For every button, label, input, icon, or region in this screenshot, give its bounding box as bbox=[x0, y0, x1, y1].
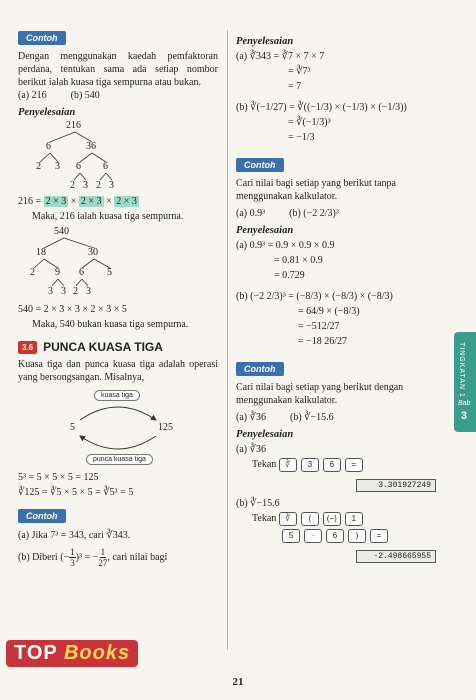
tree-node: 6 bbox=[76, 161, 81, 172]
tree-node: 36 bbox=[86, 141, 96, 152]
value-right: 125 bbox=[158, 422, 173, 433]
negative-key: (−) bbox=[323, 512, 341, 526]
value-left: 5 bbox=[70, 422, 75, 433]
label-punca-kuasa-tiga: punca kuasa tiga bbox=[86, 454, 153, 465]
key-1: 1 bbox=[345, 512, 363, 526]
item-b: (b) 540 bbox=[70, 90, 100, 101]
logo-top: TOP bbox=[14, 642, 58, 664]
question-b-suffix: , cari nilai bagi bbox=[107, 551, 168, 563]
tree-node: 2 bbox=[73, 286, 78, 297]
equals-key: = bbox=[370, 529, 388, 543]
close-paren-key: ) bbox=[348, 529, 366, 543]
calc-a-keys bbox=[236, 457, 436, 472]
penyelesaian-heading: Penyelesaian bbox=[236, 429, 294, 440]
question-b-prefix: (b) Diberi bbox=[18, 551, 58, 563]
solution-a-line: = ∛7³ bbox=[288, 66, 311, 77]
factor-tree-216 bbox=[18, 120, 218, 194]
tree-node: 3 bbox=[83, 180, 88, 191]
cube-root-key: ∛ bbox=[279, 512, 297, 526]
conclusion-216: Maka, 216 ialah kuasa tiga sempurna. bbox=[32, 211, 184, 222]
solution-a-line: = 7 bbox=[288, 81, 302, 92]
factor-group: 2 × 3 bbox=[45, 196, 67, 207]
tree-root: 540 bbox=[54, 226, 69, 237]
penyelesaian-heading: Penyelesaian bbox=[236, 36, 294, 47]
key-6: 6 bbox=[323, 458, 341, 472]
section-title: PUNCA KUASA TIGA bbox=[43, 340, 163, 354]
tree-node: 6 bbox=[103, 161, 108, 172]
solution-line: (a) 0.9³ = 0.9 × 0.9 × 0.9 bbox=[236, 240, 335, 251]
solution-b-line: = −1/3 bbox=[288, 132, 315, 143]
eq-cube: 5³ = 5 × 5 × 5 = 125 bbox=[18, 472, 99, 483]
tree-node: 18 bbox=[36, 247, 46, 258]
open-paren-key: ( bbox=[301, 512, 319, 526]
logo-books: Books bbox=[63, 642, 131, 664]
eq-cuberoot: ∛125 = ∛5 × 5 × 5 = ∛5³ = 5 bbox=[18, 487, 134, 498]
key-3: 3 bbox=[301, 458, 319, 472]
calculator-display: 3.301927249 bbox=[356, 479, 436, 492]
tree-node: 6 bbox=[46, 141, 51, 152]
factor-group: 2 × 3 bbox=[80, 196, 102, 207]
tree-node: 9 bbox=[55, 267, 60, 278]
topbooks-logo bbox=[6, 640, 138, 667]
solution-line: = 64/9 × (−8/3) bbox=[298, 306, 360, 317]
tree-node: 2 bbox=[96, 180, 101, 191]
tekan-label: Tekan bbox=[252, 513, 277, 524]
contoh-tag: Contoh bbox=[18, 31, 66, 45]
factor-tree-540 bbox=[18, 226, 218, 302]
bab-label: Bab bbox=[458, 400, 471, 407]
tree-node: 3 bbox=[55, 161, 60, 172]
calc-b-keys bbox=[236, 511, 436, 526]
solution-line: (b) (−2 2/3)³ = (−8/3) × (−8/3) × (−8/3) bbox=[236, 291, 393, 302]
item-b: (b) ∛−15.6 bbox=[289, 412, 334, 423]
penyelesaian-heading: Penyelesaian bbox=[236, 225, 294, 236]
chapter-side-tab bbox=[454, 332, 476, 432]
conclusion-540: Maka, 540 bukan kuasa tiga sempurna. bbox=[32, 319, 189, 330]
tekan-label: Tekan bbox=[252, 459, 277, 470]
section-text: Kuasa tiga dan punca kuasa tiga adalah operasi yang bersongsangan. Misalnya, bbox=[18, 359, 218, 383]
example-text: Cari nilai bagi setiap yang berikut tanpa menggunakan kalkulator. bbox=[236, 178, 396, 202]
column-divider bbox=[227, 30, 228, 650]
right-column bbox=[236, 36, 436, 563]
tree-node: 3 bbox=[109, 180, 114, 191]
solution-line: = −18 26/27 bbox=[298, 336, 348, 347]
solution-b-line: = ∛(−1/3)³ bbox=[288, 117, 331, 128]
tree-node: 2 bbox=[30, 267, 35, 278]
label-kuasa-tiga: kuasa tiga bbox=[94, 390, 140, 401]
left-column bbox=[18, 28, 218, 568]
example-text: Cari nilai bagi setiap yang berikut dengan menggunakan kalkulator. bbox=[236, 382, 404, 406]
factor-group: 2 × 3 bbox=[116, 196, 137, 207]
item-a: (a) ∛36 bbox=[236, 412, 266, 423]
tree-node: 6 bbox=[79, 267, 84, 278]
tree-node: 2 bbox=[36, 161, 41, 172]
solution-line: = 0.729 bbox=[274, 270, 305, 281]
chapter-number: 3 bbox=[461, 410, 468, 422]
contoh-tag: Contoh bbox=[18, 509, 66, 523]
item-a: (a) 216 bbox=[18, 90, 47, 101]
items-row bbox=[18, 89, 218, 103]
section-number: 3.6 bbox=[18, 341, 37, 354]
display-row bbox=[236, 474, 436, 492]
calc-b-label: (b) ∛−15.6 bbox=[236, 498, 280, 509]
tree-node: 2 bbox=[70, 180, 75, 191]
tingkatan-label: TINGKATAN 1 bbox=[458, 342, 465, 398]
items-row bbox=[236, 411, 436, 425]
tree-node: 3 bbox=[48, 286, 53, 297]
calculator-display: -2.498665955 bbox=[356, 550, 436, 563]
inverse-diagram bbox=[18, 384, 218, 470]
tree-node: 3 bbox=[61, 286, 66, 297]
calc-b-keys-2 bbox=[236, 528, 436, 543]
question-b: (b) Diberi (− $\frac{1}{3}$ )³ = − $\frac{1}{27}$ , cari nilai bagi bbox=[18, 547, 168, 568]
display-row bbox=[236, 545, 436, 563]
solution-line: = −512/27 bbox=[298, 321, 340, 332]
solution-a-line: (a) ∛343 = ∛7 × 7 × 7 bbox=[236, 51, 325, 62]
contoh-tag: Contoh bbox=[236, 158, 284, 172]
solution-b-line: (b) ∛(−1/27) = ∛((−1/3) × (−1/3) × (−1/3)) bbox=[236, 102, 407, 113]
key-6: 6 bbox=[326, 529, 344, 543]
eq-540: 540 = 2 × 3 × 3 × 2 × 3 × 5 bbox=[18, 304, 127, 315]
tree-node: 5 bbox=[107, 267, 112, 278]
penyelesaian-heading: Penyelesaian bbox=[18, 107, 76, 118]
question-a: (a) Jika 7³ = 343, cari ∛343. bbox=[18, 530, 131, 541]
tree-node: 3 bbox=[86, 286, 91, 297]
key-5: 5 bbox=[282, 529, 300, 543]
equals-key: = bbox=[345, 458, 363, 472]
calc-a-label: (a) ∛36 bbox=[236, 444, 266, 455]
item-b: (b) (−2 2/3)³ bbox=[289, 208, 339, 219]
item-a: (a) 0.9³ bbox=[236, 208, 266, 219]
solution-line: = 0.81 × 0.9 bbox=[274, 255, 323, 266]
tree-root: 216 bbox=[66, 120, 81, 131]
page-number: 21 bbox=[232, 676, 244, 688]
cube-root-key: ∛ bbox=[279, 458, 297, 472]
tree-lines bbox=[18, 120, 218, 194]
eq-216-lhs: 216 = bbox=[18, 196, 42, 207]
decimal-key: · bbox=[304, 529, 322, 543]
tree-node: 30 bbox=[88, 247, 98, 258]
eq-216: 216 = 2 × 3 × 2 × 3 × 2 × 3 bbox=[18, 196, 137, 207]
items-row bbox=[236, 207, 436, 221]
section-header bbox=[18, 340, 218, 354]
intro-text: Dengan menggunakan kaedah pemfaktoran perdana, tentukan sama ada setiap nombor berikut ialah kuasa tiga sempurna atau bukan. bbox=[18, 51, 218, 88]
contoh-tag: Contoh bbox=[236, 362, 284, 376]
